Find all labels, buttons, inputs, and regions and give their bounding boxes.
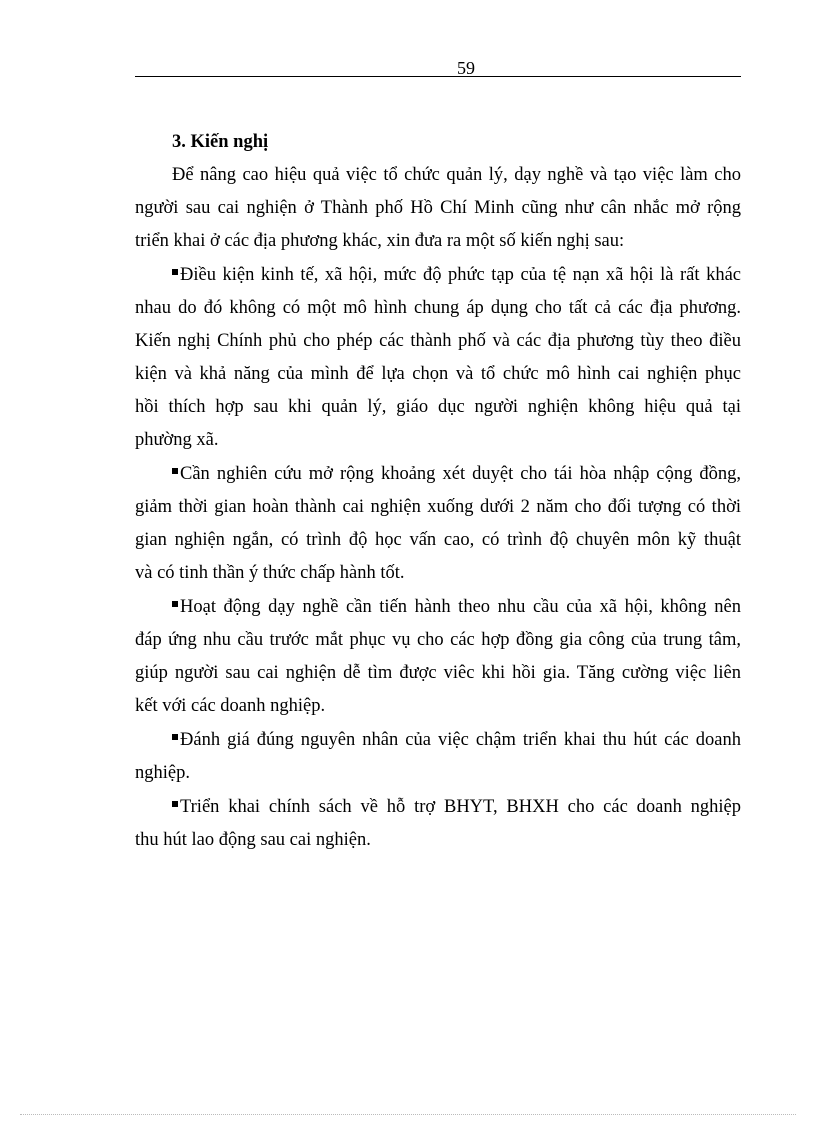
- text-line: [135, 824, 741, 857]
- line-text: gian nghiện ngắn, có trình độ học vấn cao, có trình độ chuyên môn kỹ thuật: [135, 530, 741, 550]
- line-text: hồi thích hợp sau khi quản lý, giáo dục người nghiện không hiệu quả tại: [135, 397, 741, 417]
- square-bullet-icon: [172, 269, 178, 275]
- section-heading: 3. Kiến nghị: [172, 132, 269, 152]
- bullet-paragraph: [135, 259, 741, 457]
- text-line: [135, 624, 741, 657]
- text-line: [135, 358, 741, 391]
- line-text: Điều kiện kinh tế, xã hội, mức độ phức tạp của tệ nạn xã hội là rất khác: [180, 265, 741, 285]
- page-bottom-border: [20, 1114, 796, 1115]
- line-text: Cần nghiên cứu mở rộng khoảng xét duyệt cho tái hòa nhập cộng đồng,: [180, 464, 741, 484]
- line-text: Kiến nghị Chính phủ cho phép các thành phố và các địa phương tùy theo điều: [135, 331, 741, 351]
- line-text: Triển khai chính sách về hỗ trợ BHYT, BHXH cho các doanh nghiệp: [180, 797, 741, 817]
- paragraphs: [135, 159, 741, 857]
- document-body: [135, 126, 741, 858]
- line-text: triển khai ở các địa phương khác, xin đưa ra một số kiến nghị sau:: [135, 231, 625, 251]
- line-text: Hoạt động dạy nghề cần tiến hành theo nhu cầu của xã hội, không nên: [180, 597, 741, 617]
- text-line: [135, 524, 741, 557]
- text-line: [135, 225, 741, 258]
- text-line: [135, 159, 741, 192]
- text-line: [135, 192, 741, 225]
- line-text: thu hút lao động sau cai nghiện.: [135, 830, 371, 850]
- square-bullet-icon: [172, 601, 178, 607]
- text-line: [135, 557, 741, 590]
- text-line: [135, 491, 741, 524]
- text-line: [135, 259, 741, 292]
- paragraph: [135, 159, 741, 258]
- text-line: [135, 458, 741, 491]
- line-text: nhau do đó không có một mô hình chung áp dụng cho tất cả các địa phương.: [135, 298, 741, 318]
- text-line: [135, 657, 741, 690]
- text-line: [135, 292, 741, 325]
- page-number: 59: [457, 58, 475, 78]
- bullet-paragraph: [135, 458, 741, 590]
- bullet-paragraph: [135, 791, 741, 857]
- line-text: đáp ứng nhu cầu trước mắt phục vụ cho các hợp đồng gia công của trung tâm,: [135, 630, 741, 650]
- square-bullet-icon: [172, 468, 178, 474]
- text-line: [135, 690, 741, 723]
- line-text: kết với các doanh nghiệp.: [135, 696, 326, 716]
- line-text: Để nâng cao hiệu quả việc tổ chức quản lý, dạy nghề và tạo việc làm cho: [172, 165, 741, 185]
- line-text: giảm thời gian hoàn thành cai nghiện xuống dưới 2 năm cho đối tượng có thời: [135, 497, 741, 517]
- line-text: và có tinh thần ý thức chấp hành tốt.: [135, 563, 405, 583]
- text-line: [135, 325, 741, 358]
- bullet-paragraph: [135, 591, 741, 723]
- text-line: [135, 791, 741, 824]
- line-text: nghiệp.: [135, 763, 190, 783]
- bullet-paragraph: [135, 724, 741, 790]
- text-line: [135, 724, 741, 757]
- line-text: Đánh giá đúng nguyên nhân của việc chậm triển khai thu hút các doanh: [180, 730, 741, 750]
- text-line: [135, 391, 741, 424]
- line-text: kiện và khả năng của mình để lựa chọn và tổ chức mô hình cai nghiện phục: [135, 364, 741, 384]
- square-bullet-icon: [172, 734, 178, 740]
- line-text: giúp người sau cai nghiện dễ tìm được viêc khi hồi gia. Tăng cường việc liên: [135, 663, 741, 683]
- line-text: phường xã.: [135, 430, 219, 450]
- line-text: người sau cai nghiện ở Thành phố Hồ Chí Minh cũng như cân nhắc mở rộng: [135, 198, 741, 218]
- text-line: [135, 757, 741, 790]
- text-line: [135, 424, 741, 457]
- header-rule: [135, 76, 741, 77]
- text-line: [135, 591, 741, 624]
- square-bullet-icon: [172, 801, 178, 807]
